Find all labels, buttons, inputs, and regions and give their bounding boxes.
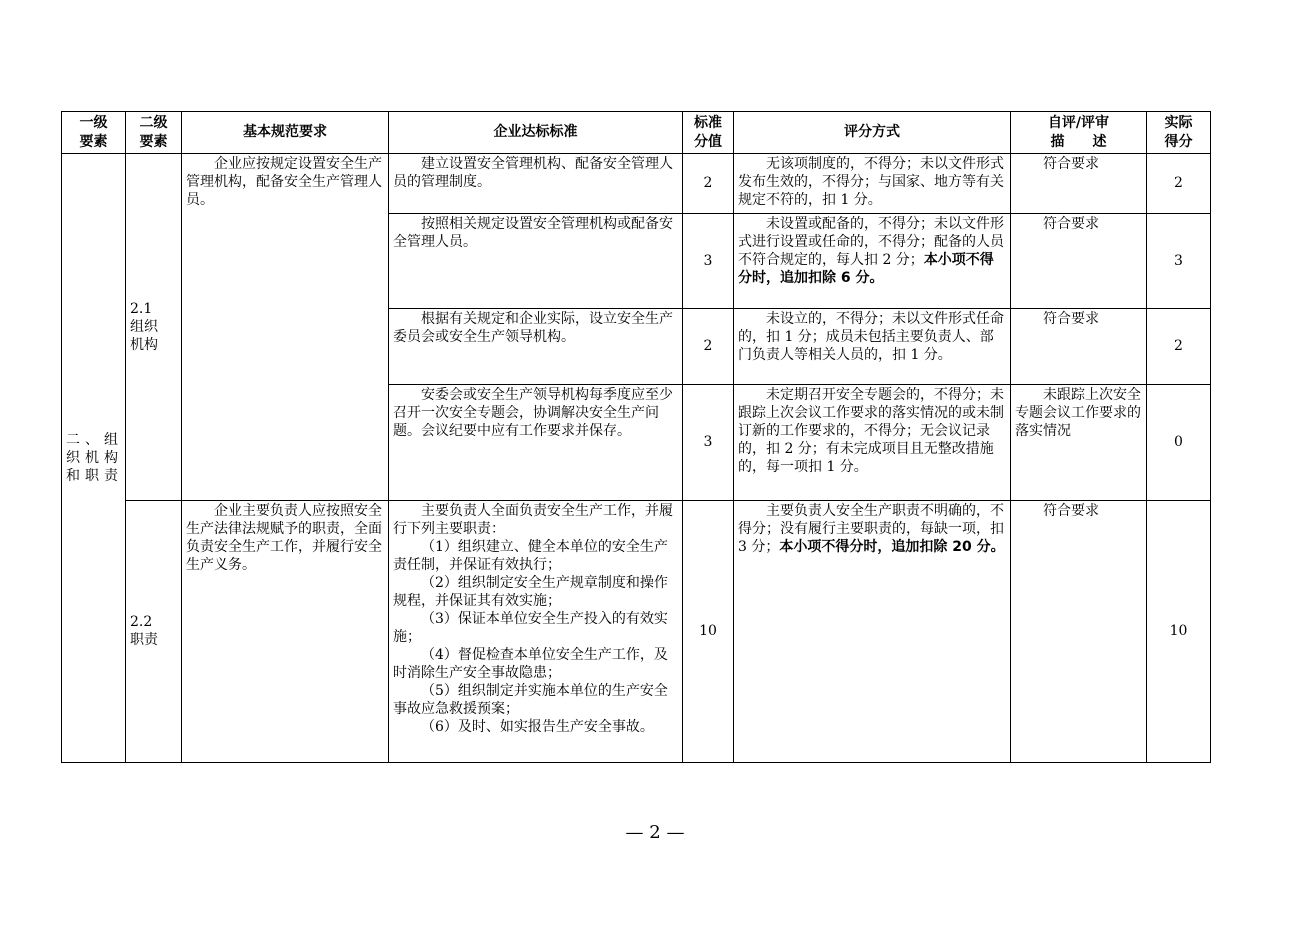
standard-item: （6）及时、如实报告生产安全事故。	[421, 719, 654, 735]
standard-item: （2）组织制定安全生产规章制度和操作规程，并保证其有效实施；	[393, 575, 668, 609]
header-description: 自评/评审 描 述	[1011, 112, 1147, 154]
level2-cell-2-1	[126, 154, 182, 501]
scoring-text: 未定期召开安全专题会的，不得分；未跟踪上次会议工作要求的落实情况的或未制订新的工作要求的，不得分；无会议记录的，扣 2 分；有未完成项目且无整改措施的，每一项扣 1 分。	[738, 387, 1004, 475]
standard-cell: 建立设置安全管理机构、配备安全管理人员的管理制度。	[389, 154, 683, 214]
scoring-text: 未设置或配备的，不得分；未以文件形式进行设置或任命的，不得分；配备的人员不符合规定的，每人扣 2 分；	[738, 216, 1004, 268]
table-row	[62, 154, 1211, 214]
header-requirement: 基本规范要求	[182, 112, 389, 154]
level2-text-2-2: 2.2 职责	[130, 614, 158, 648]
points-cell: 10	[683, 501, 734, 763]
points-cell: 2	[683, 309, 734, 385]
header-level1: 一级 要素	[62, 112, 126, 154]
scoring-cell	[734, 385, 1011, 501]
scoring-cell	[734, 154, 1011, 214]
scoring-cell	[734, 309, 1011, 385]
actual-score-cell: 2	[1147, 309, 1211, 385]
page-number: — 2 —	[625, 822, 685, 843]
scoring-text: 主要负责人安全生产职责不明确的，不得分；没有履行主要职责的，每缺一项，扣 3 分；	[738, 503, 1004, 555]
header-standard: 企业达标标准	[389, 112, 683, 154]
points-cell: 2	[683, 154, 734, 214]
standard-cell: 按照相关规定设置安全管理机构或配备安全管理人员。	[389, 214, 683, 309]
description-cell: 符合要求	[1011, 214, 1147, 309]
standard-cell: 根据有关规定和企业实际，设立安全生产委员会或安全生产领导机构。	[389, 309, 683, 385]
standard-cell: 安委会或安全生产领导机构每季度应至少召开一次安全专题会，协调解决安全生产问题。会议纪要中应有工作要求并保存。	[389, 385, 683, 501]
requirement-cell-2-1: 企业应按规定设置安全生产管理机构，配备安全生产管理人员。	[182, 154, 389, 501]
actual-score-cell: 3	[1147, 214, 1211, 309]
table-row	[62, 501, 1211, 763]
actual-score-cell: 10	[1147, 501, 1211, 763]
header-points: 标准 分值	[683, 112, 734, 154]
scoring-text: 无该项制度的，不得分；未以文件形式发布生效的，不得分；与国家、地方等有关规定不符的，扣 1 分。	[738, 156, 1004, 208]
standard-item: （5）组织制定并实施本单位的生产安全事故应急救援预案；	[393, 683, 668, 717]
scoring-cell	[734, 501, 1011, 763]
scoring-bold-text: 本小项不得分时，追加扣除 20 分。	[779, 539, 1005, 555]
standard-item: （4）督促检查本单位安全生产工作，及时消除生产安全事故隐患；	[393, 647, 668, 681]
description-cell: 符合要求	[1011, 501, 1147, 763]
requirement-cell-2-2: 企业主要负责人应按照安全生产法律法规赋予的职责，全面负责安全生产工作，并履行安全生产义务。	[182, 501, 389, 763]
actual-score-cell: 2	[1147, 154, 1211, 214]
actual-score-cell: 0	[1147, 385, 1211, 501]
standard-cell	[389, 501, 683, 763]
scoring-cell	[734, 214, 1011, 309]
scoring-bold-text: 本小项不得分时，追加扣除 6 分。	[738, 252, 994, 286]
evaluation-table	[61, 111, 1211, 763]
description-cell: 符合要求	[1011, 154, 1147, 214]
standard-intro: 主要负责人全面负责安全生产工作，并履行下列主要职责：	[393, 503, 673, 537]
standard-item: （3）保证本单位安全生产投入的有效实施；	[393, 611, 668, 645]
level1-cell	[62, 154, 126, 763]
scoring-text: 未设立的，不得分；未以文件形式任命的，扣 1 分；成员未包括主要负责人、部门负责人等相关人员的，扣 1 分。	[738, 311, 1004, 363]
points-cell: 3	[683, 385, 734, 501]
description-cell: 符合要求	[1011, 309, 1147, 385]
level2-cell-2-2	[126, 501, 182, 763]
table-header-row	[62, 112, 1211, 154]
description-cell: 未跟踪上次安全专题会议工作要求的落实情况	[1011, 385, 1147, 501]
level2-text-2-1: 2.1 组织 机构	[130, 300, 158, 353]
header-scoring: 评分方式	[734, 112, 1011, 154]
header-level2: 二级 要素	[126, 112, 182, 154]
standard-item: （1）组织建立、健全本单位的安全生产责任制，并保证有效执行；	[393, 539, 668, 573]
level1-text: 二、组织机构和职责	[66, 431, 118, 484]
header-actual: 实际 得分	[1147, 112, 1211, 154]
points-cell: 3	[683, 214, 734, 309]
